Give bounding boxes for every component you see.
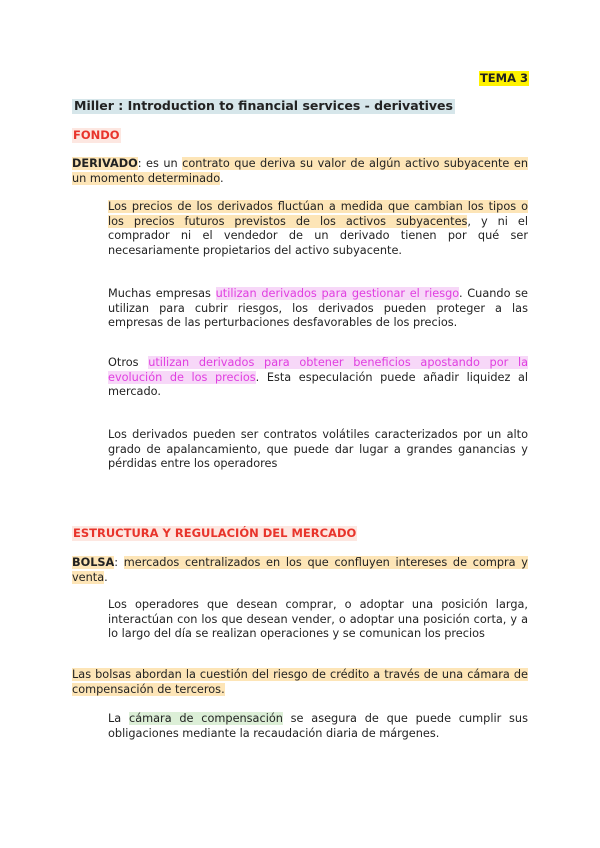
- highlight-obtener-beneficios: utilizan derivados para obtener beneficios apostando por la evolución de los precios: [108, 356, 528, 384]
- estructura-paragraph-2: [72, 668, 528, 697]
- definition-bolsa: BOLSA: mercados centralizados en los que confluyen intereses de compra y venta.: [72, 556, 528, 584]
- section-heading-estructura: ESTRUCTURA Y REGULACIÓN DEL MERCADO: [73, 526, 357, 540]
- highlight-camara-compensacion: cámara de compensación: [128, 712, 283, 725]
- definition-derivado-text: contrato que deriva su valor de algún activo subyacente en un momento determinado: [72, 157, 528, 185]
- highlight-precios: Los precios de los derivados fluctúan a medida que cambian los tipos o los precios futuros previstos de los activos subyacentes: [108, 200, 528, 228]
- section-heading-fondo: FONDO: [73, 128, 120, 142]
- document-title: Miller : Introduction to financial services - derivatives: [74, 98, 453, 113]
- definition-derivado: DERIVADO: es un contrato que deriva su valor de algún activo subyacente en un momento determinado.: [72, 157, 528, 185]
- topic-label: TEMA 3: [479, 71, 528, 85]
- highlight-gestionar-riesgo: utilizan derivados para gestionar el riesgo: [215, 287, 459, 300]
- term-derivado: DERIVADO: [72, 157, 138, 170]
- fondo-paragraph-4: Los derivados pueden ser contratos volátiles caracterizados por un alto grado de apalancamiento, que puede dar lugar a grandes ganancias y pérdidas entre los operadores: [108, 428, 528, 471]
- definition-bolsa-text: mercados centralizados en los que confluyen intereses de compra y venta: [72, 556, 528, 584]
- highlight-riesgo-credito: Las bolsas abordan la cuestión del riesgo de crédito a través de una cámara de compensación de terceros.: [72, 668, 528, 696]
- fondo-paragraph-1: Los precios de los derivados fluctúan a medida que cambian los tipos o los precios futuros previstos de los activos subyacentes, y ni el comprador ni el vendedor de un derivado tienen por qué ser necesariamente propietarios del activo subyacente.: [108, 200, 528, 257]
- fondo-paragraph-3: Otros utilizan derivados para obtener beneficios apostando por la evolución de los precios. Esta especulación puede añadir liquidez al mercado.: [108, 356, 529, 399]
- fondo-paragraph-2: Muchas empresas utilizan derivados para gestionar el riesgo. Cuando se utilizan para cubrir riesgos, los derivados pueden proteger a las empresas de las perturbaciones desfavorables de los precios.: [108, 287, 529, 330]
- estructura-paragraph-3: La cámara de compensación se asegura de que puede cumplir sus obligaciones mediante la recaudación diaria de márgenes.: [108, 712, 528, 740]
- estructura-paragraph-1: Los operadores que desean comprar, o adoptar una posición larga, interactúan con los que desean vender, o adoptar una posición corta, y a lo largo del día se realizan operaciones y se comunican los precios: [108, 598, 528, 641]
- term-bolsa: BOLSA: [72, 556, 115, 569]
